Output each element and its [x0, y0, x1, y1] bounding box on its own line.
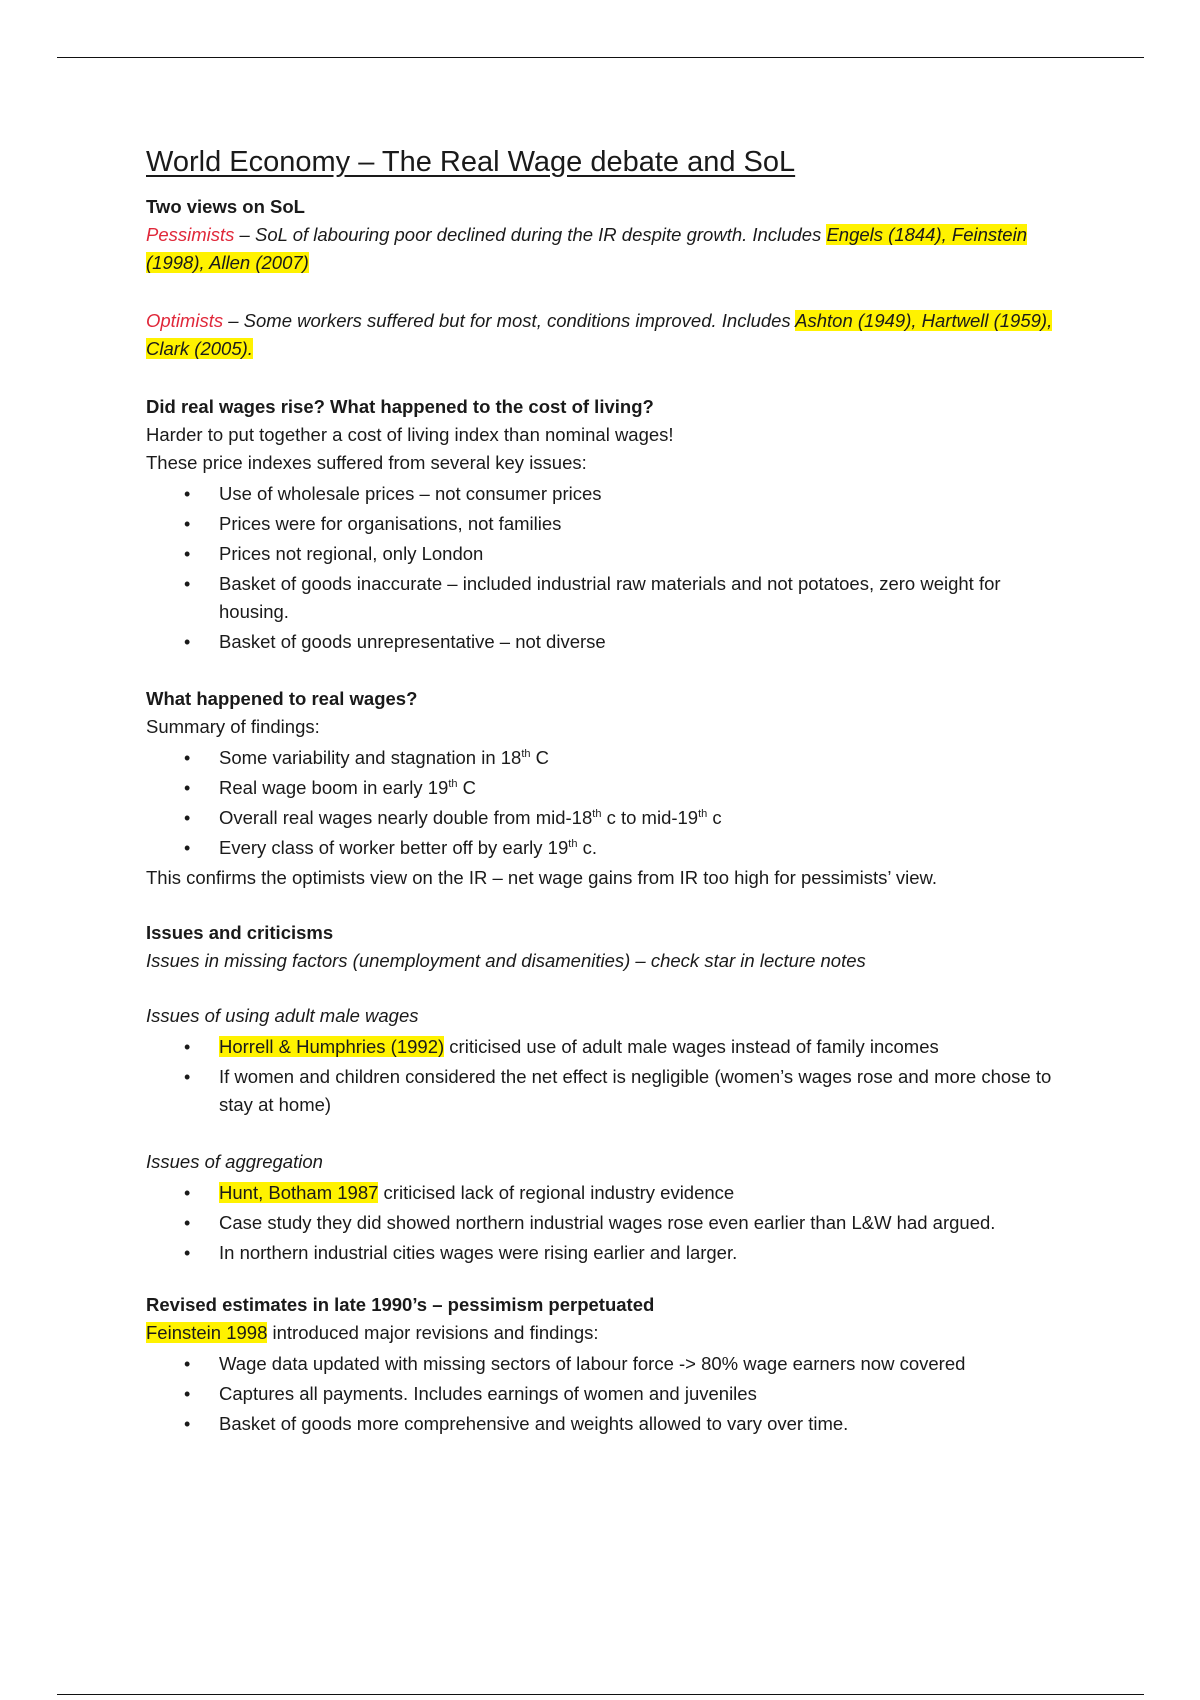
pessimists-refs: Engels (1844), Feinstein (1998), Allen (2007) [146, 224, 1027, 273]
revised-list [146, 1350, 1066, 1438]
adult-male-list [146, 1033, 1066, 1119]
optimists-paragraph [146, 307, 1066, 363]
pessimists-label: Pessimists [146, 224, 235, 245]
real-wages-intro: Summary of findings: [146, 716, 320, 737]
cost-line-2: These price indexes suffered from several key issues: [146, 452, 587, 473]
page-title: World Economy – The Real Wage debate and SoL [146, 146, 796, 178]
list-item: • Hunt, Botham 1987 criticised lack of regional industry evidence [219, 1179, 1066, 1207]
list-item: • Use of wholesale prices – not consumer prices [219, 480, 1066, 508]
issues-heading: Issues and criticisms [146, 922, 334, 943]
bottom-rule [57, 1694, 1144, 1695]
cost-heading: Did real wages rise? What happened to the cost of living? [146, 396, 654, 417]
list-item: • Prices were for organisations, not families [219, 510, 1066, 538]
pessimists-text: – SoL of labouring poor declined during the IR despite growth. Includes [234, 224, 827, 245]
real-wages-conclusion: This confirms the optimists view on the IR – net wage gains from IR too high for pessimists’ view. [146, 867, 938, 888]
issues-missing: Issues in missing factors (unemployment and disamenities) – check star in lecture notes [146, 950, 866, 971]
list-item: • Some variability and stagnation in 18th C [219, 744, 1066, 772]
real-wages-heading: What happened to real wages? [146, 688, 418, 709]
list-item: • Basket of goods more comprehensive and weights allowed to vary over time. [219, 1410, 1066, 1438]
views-heading: Two views on SoL [146, 196, 305, 217]
list-item: • Case study they did showed northern industrial wages rose even earlier than L&W had argued. [219, 1209, 1066, 1237]
aggregation-subheading: Issues of aggregation [146, 1151, 323, 1172]
list-item: • Overall real wages nearly double from mid-18th c to mid-19th c [219, 804, 1066, 832]
list-item: • Every class of worker better off by early 19th c. [219, 834, 1066, 862]
adult-male-subheading: Issues of using adult male wages [146, 1005, 419, 1026]
list-item: • In northern industrial cities wages were rising earlier and larger. [219, 1239, 1066, 1267]
list-item: • If women and children considered the net effect is negligible (women’s wages rose and more chose to stay at home) [219, 1063, 1066, 1119]
optimists-refs: Ashton (1949), Hartwell (1959), Clark (2005). [146, 310, 1053, 359]
document-page [146, 146, 1066, 1440]
list-item: • Real wage boom in early 19th C [219, 774, 1066, 802]
list-item: • Prices not regional, only London [219, 540, 1066, 568]
cost-issues-list [146, 480, 1066, 656]
cost-line-1: Harder to put together a cost of living index than nominal wages! [146, 424, 674, 445]
list-item: • Wage data updated with missing sectors of labour force -> 80% wage earners now covered [219, 1350, 1066, 1378]
aggregation-list [146, 1179, 1066, 1267]
revised-heading: Revised estimates in late 1990’s – pessimism perpetuated [146, 1294, 655, 1315]
list-item: • Horrell & Humphries (1992) criticised use of adult male wages instead of family incomes [219, 1033, 1066, 1061]
list-item: • Basket of goods unrepresentative – not diverse [219, 628, 1066, 656]
list-item: • Captures all payments. Includes earnings of women and juveniles [219, 1380, 1066, 1408]
revised-intro: Feinstein 1998 introduced major revisions and findings: [146, 1322, 599, 1343]
list-item: • Basket of goods inaccurate – included industrial raw materials and not potatoes, zero weight for housing. [219, 570, 1066, 626]
top-rule [57, 57, 1144, 58]
findings-list [146, 744, 1066, 862]
pessimists-paragraph [146, 221, 1066, 277]
optimists-label: Optimists [146, 310, 224, 331]
optimists-text: – Some workers suffered but for most, conditions improved. Includes [223, 310, 796, 331]
